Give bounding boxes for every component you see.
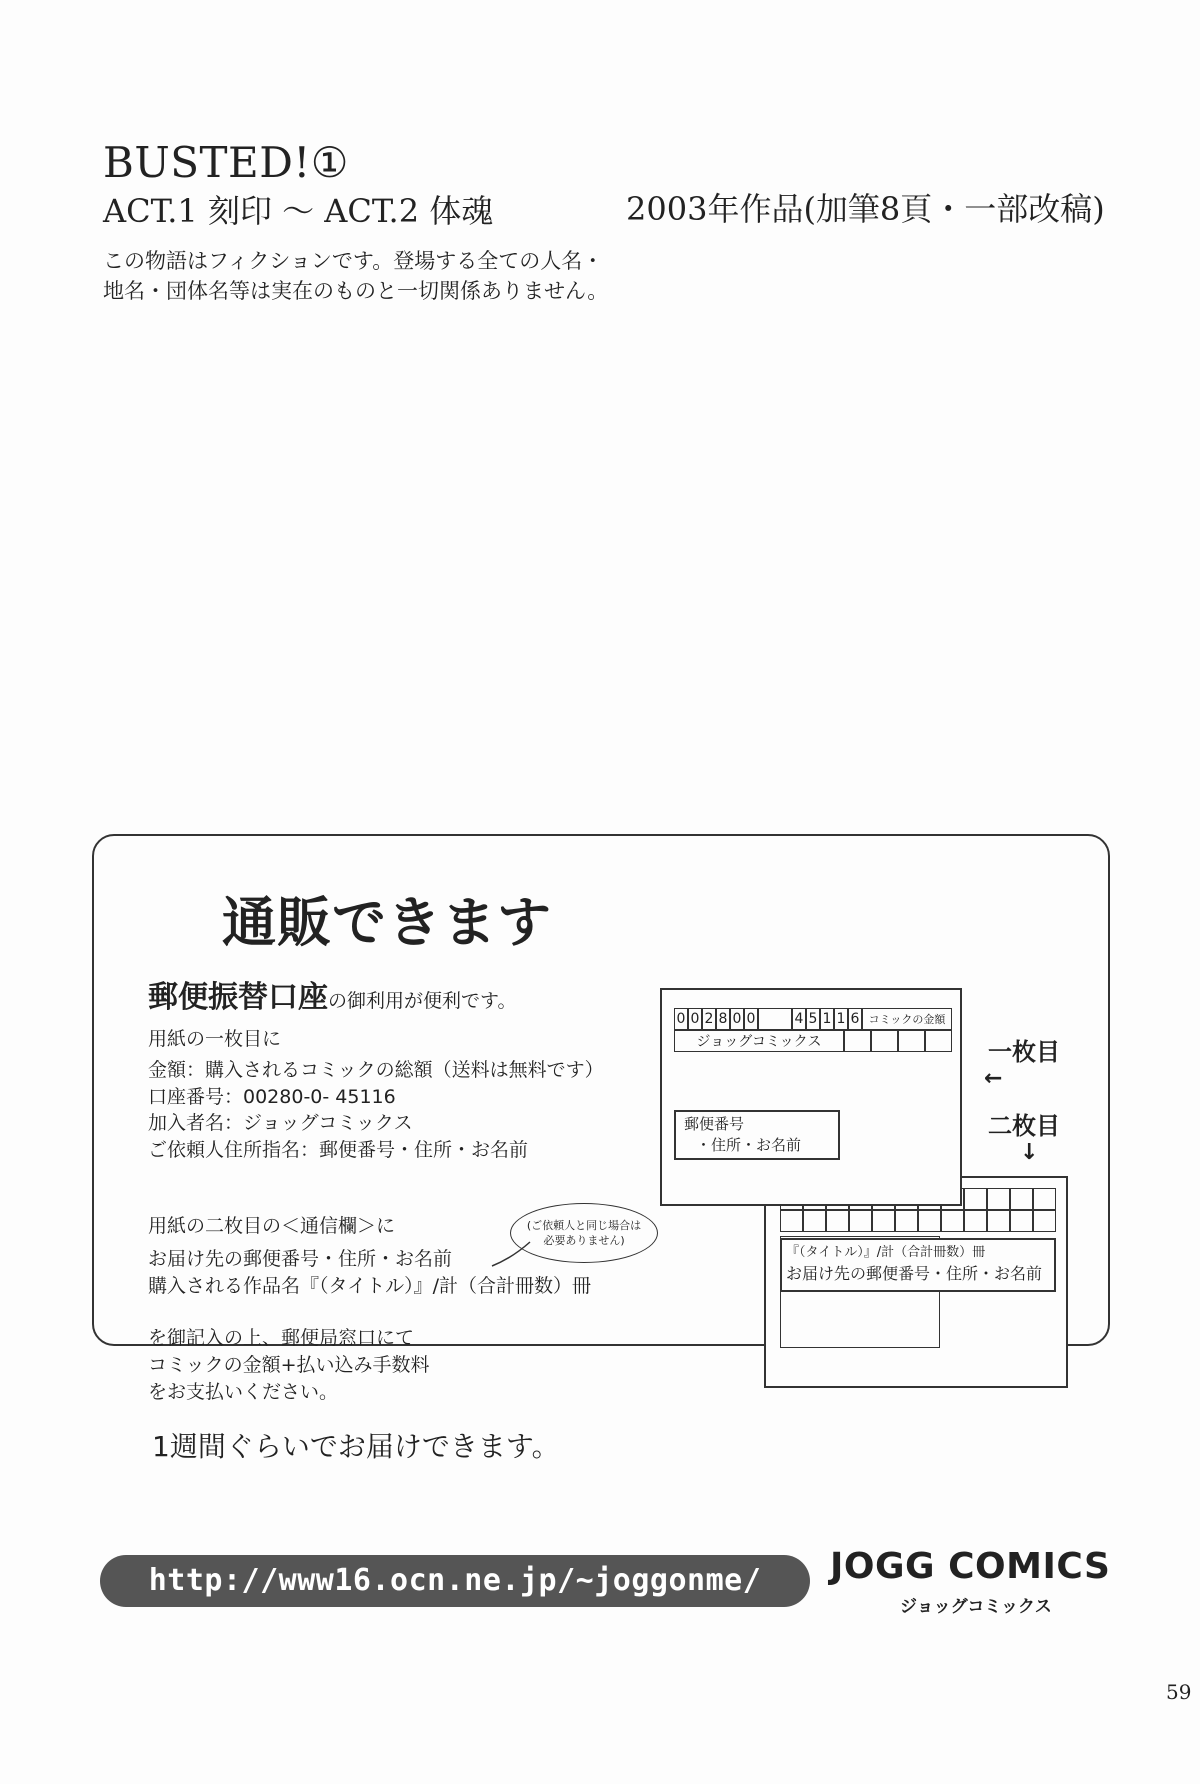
delivery-note: 1週間ぐらいでお届けできます。 [152, 1430, 560, 1463]
instruction-line: ご依頼人住所指名：郵便番号・住所・お名前 [148, 1139, 529, 1161]
book-title: BUSTED!① [103, 138, 349, 187]
callout-line: (ご依頼人と同じ場合は [526, 1219, 642, 1232]
payee-row [674, 1030, 952, 1052]
account-heading [148, 972, 516, 1016]
message-line: お届け先の郵便番号・住所・お名前 [786, 1264, 1043, 1283]
instruction-line: 加入者名：ジョッグコミックス [148, 1112, 413, 1134]
digit-cell: 1 [834, 1008, 848, 1030]
digit-cell [758, 1008, 792, 1030]
digit-cell: 1 [820, 1008, 834, 1030]
digit-cell: 2 [702, 1008, 716, 1030]
sender-line: ・住所・お名前 [696, 1136, 802, 1154]
arrow-left-icon: ← [984, 1066, 1003, 1091]
disclaimer-line-2: 地名・団体名等は実在のものと一切関係ありません。 [103, 279, 609, 303]
amount-label: コミックの金額 [862, 1008, 952, 1030]
callout-pointer [490, 1240, 540, 1270]
sender-line: 郵便番号 [684, 1115, 745, 1133]
instruction-line: を御記入の上、郵便局窓口にて [148, 1327, 415, 1349]
digit-cell: 6 [848, 1008, 862, 1030]
message-line: 『（タイトル）』/計（合計冊数）冊 [786, 1245, 986, 1260]
instruction-line: 用紙の二枚目の＜通信欄＞に [148, 1215, 396, 1237]
digit-cell: 0 [730, 1008, 744, 1030]
year-note: 2003年作品(加筆8頁・一部改稿) [626, 190, 1105, 228]
digit-cell: 0 [744, 1008, 758, 1030]
account-number-row [674, 1008, 952, 1030]
first-copy-label: 一枚目 [988, 1038, 1060, 1066]
arrow-down-icon: ↓ [1020, 1140, 1039, 1165]
payee-name: ジョッグコミックス [674, 1030, 844, 1052]
website-url[interactable]: http://www16.ocn.ne.jp/~joggonme/ [100, 1555, 810, 1607]
page-number: 59 [1166, 1680, 1192, 1704]
instruction-line: 購入される作品名『（タイトル）』/計（合計冊数）冊 [148, 1275, 592, 1297]
instruction-line: 用紙の一枚目に [148, 1028, 282, 1050]
account-heading-note: の御利用が便利です。 [328, 990, 517, 1012]
publisher-logo-en: JOGG COMICS [830, 1546, 1111, 1587]
publisher-logo-ja: ジョッグコミックス [900, 1597, 1052, 1617]
second-copy-label: 二枚目 [988, 1112, 1060, 1140]
digit-cell: 4 [792, 1008, 806, 1030]
form-first-sheet [660, 988, 962, 1206]
digit-cell: 8 [716, 1008, 730, 1030]
instruction-line: お届け先の郵便番号・住所・お名前 [148, 1248, 453, 1270]
instruction-line: をお支払いください。 [148, 1381, 339, 1403]
chapter-subtitle: ACT.1 刻印 〜 ACT.2 体魂 [103, 192, 494, 230]
disclaimer-line-1: この物語はフィクションです。登場する全ての人名・ [103, 249, 604, 273]
message-field [780, 1238, 1056, 1292]
instruction-line: 金額：購入されるコミックの総額（送料は無料です） [148, 1059, 604, 1081]
instruction-line: 口座番号：00280-0- 45116 [148, 1086, 396, 1108]
mailorder-heading: 通販できます [222, 891, 552, 954]
form-second-sheet [764, 1176, 1068, 1388]
callout-line: 必要ありません) [543, 1234, 625, 1247]
digit-cell: 5 [806, 1008, 820, 1030]
sender-field [674, 1110, 840, 1160]
digit-cell: 0 [688, 1008, 702, 1030]
form-grid-row [780, 1210, 1056, 1232]
account-heading-main: 郵便振替口座 [148, 980, 328, 1015]
instruction-line: コミックの金額+払い込み手数料 [148, 1354, 430, 1376]
digit-cell: 0 [674, 1008, 688, 1030]
